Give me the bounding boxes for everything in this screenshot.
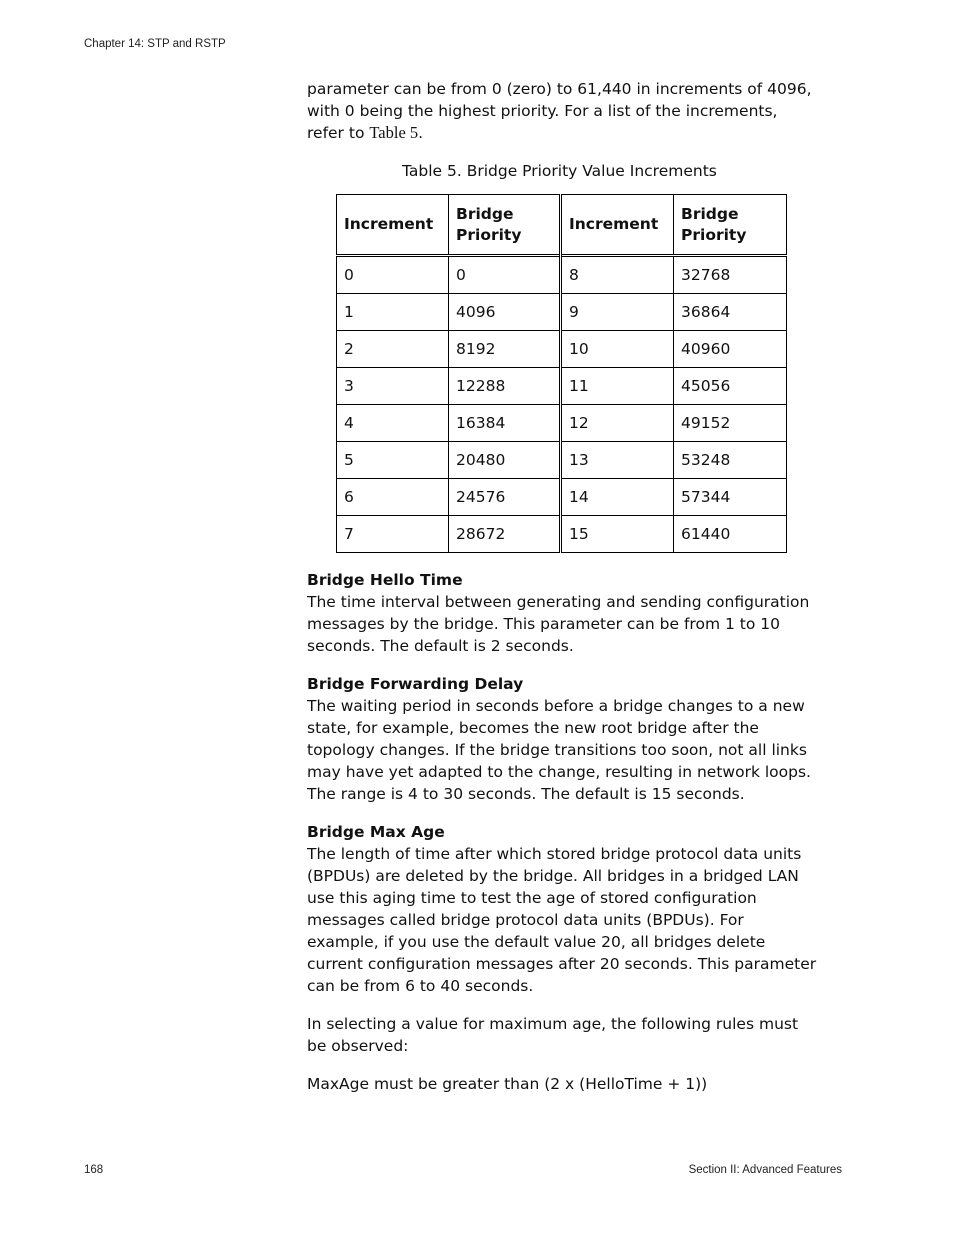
page-number: 168	[84, 1164, 104, 1176]
maxage-rule: MaxAge must be greater than (2 x (HelloTime + 1))	[307, 1075, 708, 1093]
table-row	[337, 294, 787, 331]
table-cell: 53248	[674, 442, 787, 479]
table-cell: 49152	[674, 405, 787, 442]
table-row	[337, 331, 787, 368]
table-row	[337, 405, 787, 442]
table-cell: 45056	[674, 368, 787, 405]
section-text: The waiting period in seconds before a bridge changes to a new state, for example, becomes the new root bridge after the topology changes. If the bridge transitions too soon, not all links may have yet adapted to the change, resulting in network loops. The range is 4 to 30 seconds. The default is 15 seconds.	[307, 697, 811, 803]
table-cell: 3	[337, 368, 449, 405]
table-cell: 15	[561, 516, 674, 553]
table-cell: 28672	[449, 516, 561, 553]
section-text: The length of time after which stored bridge protocol data units (BPDUs) are deleted by the bridge. All bridges in a bridged LAN use this aging time to test the age of stored configuration messages called bridge protocol data units (BPDUs). For example, if you use the default value 20, all bridges delete current configuration messages after 20 seconds. This parameter can be from 6 to 40 seconds.	[307, 845, 817, 995]
table-cell: 12	[561, 405, 674, 442]
table-reference-link[interactable]: Table 5	[369, 123, 419, 142]
table-row	[337, 368, 787, 405]
table-row	[337, 442, 787, 479]
header-cell-increment: Increment	[337, 195, 449, 256]
table-row	[337, 256, 787, 294]
header-cell-bridge-priority: Bridge Priority	[449, 195, 561, 256]
table-cell: 0	[337, 256, 449, 294]
table-cell: 16384	[449, 405, 561, 442]
table-cell: 6	[337, 479, 449, 516]
table-cell: 7	[337, 516, 449, 553]
table-cell: 24576	[449, 479, 561, 516]
table-caption: Table 5. Bridge Priority Value Increments	[402, 162, 717, 180]
table-cell: 12288	[449, 368, 561, 405]
section-bridge-forwarding-delay	[307, 673, 819, 805]
section-bridge-max-age	[307, 821, 819, 997]
table-cell: 8	[561, 256, 674, 294]
table-cell: 11	[561, 368, 674, 405]
section-heading: Bridge Max Age	[307, 823, 445, 841]
table-cell: 5	[337, 442, 449, 479]
table-row	[337, 479, 787, 516]
table-cell: 0	[449, 256, 561, 294]
section-heading: Bridge Hello Time	[307, 571, 463, 589]
intro-text: parameter can be from 0 (zero) to 61,440 in increments of 4096, with 0 being the highest priority. For a list of the increments, refer to	[307, 80, 812, 142]
table-header-row	[337, 195, 787, 256]
table-cell: 57344	[674, 479, 787, 516]
table-row	[337, 516, 787, 553]
table-cell: 2	[337, 331, 449, 368]
section-heading: Bridge Forwarding Delay	[307, 675, 524, 693]
header-cell-bridge-priority: Bridge Priority	[674, 195, 787, 256]
running-header: Chapter 14: STP and RSTP	[84, 38, 226, 50]
table-cell: 9	[561, 294, 674, 331]
intro-paragraph	[307, 78, 819, 144]
table-cell: 1	[337, 294, 449, 331]
table-cell: 10	[561, 331, 674, 368]
table-cell: 13	[561, 442, 674, 479]
table-cell: 14	[561, 479, 674, 516]
header-cell-increment: Increment	[561, 195, 674, 256]
table-cell: 4096	[449, 294, 561, 331]
bridge-priority-table	[336, 194, 787, 553]
table-cell: 40960	[674, 331, 787, 368]
section-bridge-hello-time	[307, 569, 819, 657]
table-cell: 36864	[674, 294, 787, 331]
running-footer: Section II: Advanced Features	[688, 1164, 842, 1176]
table-cell: 32768	[674, 256, 787, 294]
table-cell: 4	[337, 405, 449, 442]
body-column	[307, 78, 819, 1095]
table-cell: 20480	[449, 442, 561, 479]
table-cell: 61440	[674, 516, 787, 553]
intro-end: .	[418, 124, 424, 142]
rules-intro-paragraph: In selecting a value for maximum age, the following rules must be observed:	[307, 1015, 799, 1055]
table-cell: 8192	[449, 331, 561, 368]
section-text: The time interval between generating and sending configuration messages by the bridge. This parameter can be from 1 to 10 seconds. The default is 2 seconds.	[307, 593, 810, 655]
